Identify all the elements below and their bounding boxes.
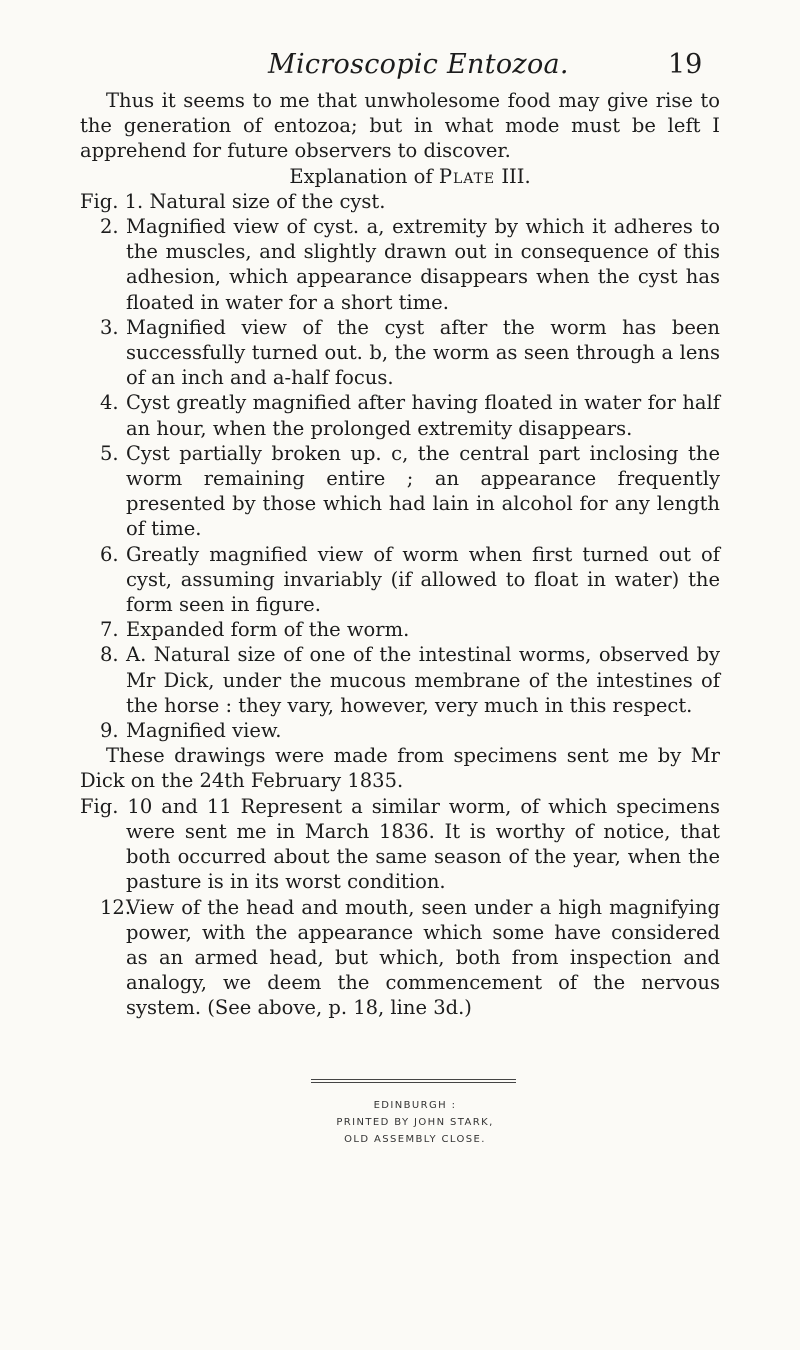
figure-10-11-text: Represent a similar worm, of which specimens were sent me in March 1836. It is worthy of notice, that both occurred about the same season of the year, when the pasture is in its worst condition. (126, 794, 720, 894)
figure-description: Cyst greatly magnified after having floated in water for half an hour, when the prolonged extremity disappears. (126, 391, 720, 440)
figure-description: Greatly magnified view of worm when first turned out of cyst, assuming invariably (if allowed to float in water) the form seen in figure. (126, 542, 720, 617)
heading-plate: Plate (438, 164, 496, 188)
figure-1-label: Fig. 1. (80, 189, 144, 213)
figure-number: 9. (100, 719, 119, 743)
imprint-city: EDINBURGH : (373, 1100, 457, 1111)
figure-number: 2. (100, 215, 119, 239)
figure-entry (80, 315, 720, 391)
intro-paragraph: Thus it seems to me that unwholesome food may give rise to the generation of entozoa; but in what mode must be left I apprehend for future observers to discover. (80, 89, 720, 163)
page-number: 19 (668, 49, 703, 80)
figure-1-text: Natural size of the cyst. (149, 189, 386, 213)
page-body (80, 88, 720, 1021)
rule-line (311, 1079, 516, 1080)
figure-12-entry (80, 895, 720, 1021)
figure-12-text: View of the head and mouth, seen under a high magnifying power, with the appearance which some have considered as an armed head, but which, both from inspection and analogy, we deem the commencement of the nervous system. (See above, p. 18, line 3d.) (126, 895, 720, 1020)
figure-description: Magnified view of cyst. a, extremity by which it adheres to the muscles, and slightly drawn out in consequence of this adhesion, which appearance disappears when the cyst has floated in water for a short time. (126, 215, 720, 314)
figure-list (80, 214, 720, 743)
running-title: Microscopic Entozoa. (268, 49, 569, 80)
figure-entry (80, 214, 720, 315)
plate-explanation-heading (80, 164, 720, 189)
figure-entry (80, 542, 720, 618)
rule-line (311, 1082, 516, 1083)
heading-numeral: III. (501, 164, 531, 188)
figure-number: 3. (100, 315, 119, 339)
printer-imprint (300, 1097, 530, 1148)
figure-description: Cyst partially broken up. c, the central part inclosing the worm remaining entire ; an appearance frequently presented by those which had lain in alcohol for any length of time. (126, 441, 720, 541)
imprint-printer: PRINTED BY JOHN STARK, (336, 1117, 494, 1128)
page-header (0, 49, 800, 89)
figure-number: 5. (100, 441, 119, 465)
figure-10-11-entry (80, 794, 720, 895)
figure-entry (80, 390, 720, 440)
figure-description: Magnified view. (126, 719, 282, 743)
drawings-note: These drawings were made from specimens sent me by Mr Dick on the 24th February 1835. (80, 744, 720, 793)
figure-number: 7. (100, 618, 119, 642)
figure-12-number: 12. (100, 895, 132, 919)
figure-number: 8. (100, 643, 119, 667)
double-rule (311, 1079, 516, 1085)
figure-number: 6. (100, 542, 119, 566)
figure-number: 4. (100, 391, 119, 415)
figure-10-11-label: Fig. 10 and 11 (80, 794, 232, 818)
figure-description: Magnified view of the cyst after the worm has been successfully turned out. b, the worm as seen through a lens of an inch and a-half focus. (126, 315, 720, 390)
figure-description: A. Natural size of one of the intestinal worms, observed by Mr Dick, under the mucous membrane of the intestines of the horse : they vary, however, very much in this respect. (126, 643, 720, 717)
figure-entry (80, 718, 720, 743)
figure-entry (80, 642, 720, 718)
heading-prefix: Explanation of (289, 164, 433, 188)
imprint-address: OLD ASSEMBLY CLOSE. (344, 1134, 486, 1145)
figure-entry (80, 617, 720, 642)
figure-1-entry (80, 189, 720, 214)
figure-entry (80, 441, 720, 542)
figure-description: Expanded form of the worm. (126, 618, 410, 642)
